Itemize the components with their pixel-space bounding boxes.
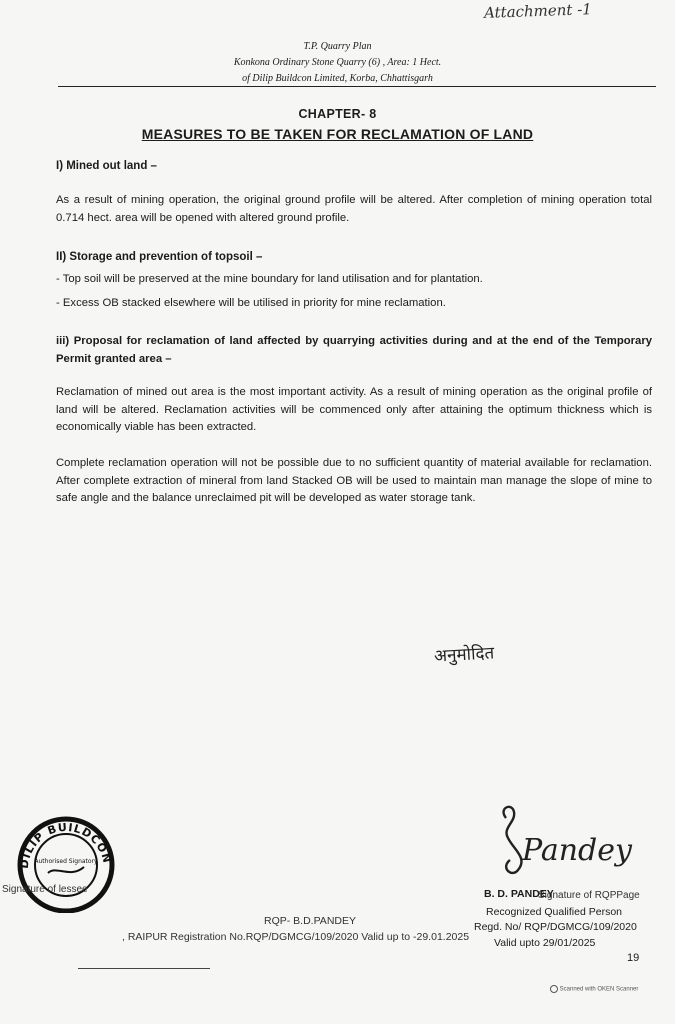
attachment-annotation: Attachment -1 <box>483 0 593 22</box>
section-1-text: As a result of mining operation, the original ground profile will be altered. After completion of mining operation total 0.714 hect. area will be opened with altered ground profile. <box>56 194 652 224</box>
rqp-signature-text: Pandey <box>522 833 632 868</box>
hindi-approval-stamp: अनुमोदित <box>433 643 495 667</box>
company-seal <box>12 813 124 913</box>
seal-inner-text: Authorised Signatory <box>34 858 98 865</box>
page-title: MEASURES TO BE TAKEN FOR RECLAMATION OF LAND <box>141 126 534 142</box>
footer-rqp-name: RQP- B.D.PANDEY <box>264 915 356 927</box>
header-line-2: Konkona Ordinary Stone Quarry (6) , Area: 1 Hect. <box>233 57 442 68</box>
scanner-icon <box>550 985 558 993</box>
footer-registration: , RAIPUR Registration No.RQP/DGMCG/109/2020 Valid up to -29.01.2025 <box>122 931 470 943</box>
seal-ring-text: DILIP BUILDCON <box>17 820 114 870</box>
scanner-watermark <box>550 985 638 993</box>
rqp-signature-overlay: Signature of RQPPage <box>538 890 640 901</box>
section-3-paragraph-2: Complete reclamation operation will not be possible due to no sufficient quantity of material available for reclamation. After complete extraction of mineral from land Stacked OB will be used to maintain man manage the slope of mine to safe angle and the balance unreclaimed pit will be developed as water storage tank. <box>56 457 652 504</box>
chapter-label: CHAPTER- 8 <box>298 107 377 121</box>
page-number: 19 <box>627 952 640 964</box>
header-line-1: T.P. Quarry Plan <box>303 41 372 52</box>
signature-of-lessee-label: Signature of lessee <box>2 884 88 895</box>
section-3-heading: iii) Proposal for reclamation of land affected by quarrying activities during and at the end of the Temporary Permit granted area – <box>56 335 652 365</box>
footer-rule <box>78 968 210 969</box>
rqp-regd-line: Regd. No/ RQP/DGMCG/109/2020 <box>474 921 637 933</box>
scanner-note: Scanned with OKEN Scanner <box>559 986 639 993</box>
header-rule <box>58 86 656 87</box>
section-2-bullet-1: - Top soil will be preserved at the mine boundary for land utilisation and for plantation. <box>56 273 483 285</box>
rqp-signature <box>488 798 632 888</box>
header-line-3: of Dilip Buildcon Limited, Korba, Chhattisgarh <box>242 73 433 84</box>
section-2-bullet-2: - Excess OB stacked elsewhere will be utilised in priority for mine reclamation. <box>56 297 446 309</box>
section-3-paragraph-1: Reclamation of mined out area is the most important activity. As a result of mining operation as the original profile of land will be altered. Reclamation activities will be commenced only after attaining the optimum thickness which is economically viable has been extracted. <box>56 386 652 433</box>
rqp-valid-line: Valid upto 29/01/2025 <box>494 937 596 949</box>
rqp-recognized-line: Recognized Qualified Person <box>486 906 622 918</box>
rqp-name: B. D. PANDEY <box>484 888 554 900</box>
section-2-heading: II) Storage and prevention of topsoil – <box>56 251 263 263</box>
section-1-heading: I) Mined out land – <box>56 160 157 172</box>
